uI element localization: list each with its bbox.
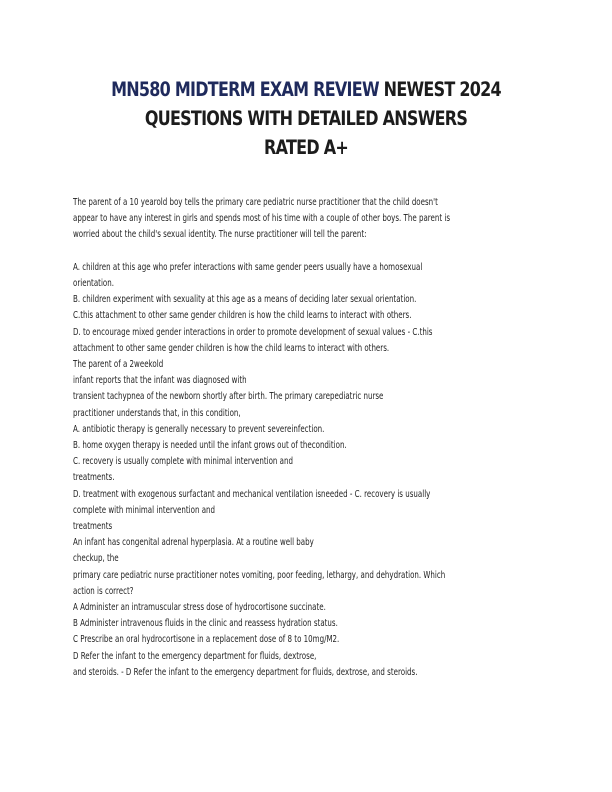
questions-block xyxy=(73,260,540,681)
text-line: A. children at this age who prefer interactions with same gender peers usually have a homosexual xyxy=(73,261,423,273)
text-line: D. treatment with exogenous surfactant and mechanical ventilation isneeded - C. recovery is usually xyxy=(73,488,431,500)
question-stem xyxy=(73,195,540,244)
title-line-1-rest: NEWEST 2024 xyxy=(378,78,501,101)
text-line: attachment to other same gender children is how the child learns to interact with others. xyxy=(73,342,390,354)
title-line-2: QUESTIONS WITH DETAILED ANSWERS xyxy=(144,107,468,130)
text-line: checkup, the xyxy=(73,553,119,565)
title-accent: MN580 MIDTERM EXAM REVIEW xyxy=(111,78,379,101)
text-line: A Administer an intramuscular stress dose of hydrocortisone succinate. xyxy=(73,602,326,614)
text-line: C.this attachment to other same gender children is how the child learns to interact with others. xyxy=(73,310,412,322)
text-line: B. home oxygen therapy is needed until the infant grows out of thecondition. xyxy=(73,440,347,452)
text-line: practitioner understands that, in this condition, xyxy=(73,407,241,419)
text-line: primary care pediatric nurse practitioner notes vomiting, poor feeding, lethargy, and dehydration. Which xyxy=(73,569,446,581)
document-body xyxy=(73,195,540,681)
text-line: appear to have any interest in girls and spends most of his time with a couple of other boys. The parent is xyxy=(73,213,451,225)
text-line: D. to encourage mixed gender interactions in order to promote development of sexual values - C.this xyxy=(73,326,433,338)
title-line-1 xyxy=(88,75,524,104)
text-line: A. antibiotic therapy is generally necessary to prevent severeinfection. xyxy=(73,423,325,435)
text-line: worried about the child's sexual identity. The nurse practitioner will tell the parent: xyxy=(73,229,367,241)
document-title xyxy=(88,75,524,162)
text-line: action is correct? xyxy=(73,585,134,597)
text-line: treatments. xyxy=(73,472,115,484)
text-line: An infant has congenital adrenal hyperplasia. At a routine well baby xyxy=(73,537,314,549)
text-line: D Refer the infant to the emergency department for fluids, dextrose, xyxy=(73,650,317,662)
text-line: treatments xyxy=(73,521,113,533)
text-line: infant reports that the infant was diagnosed with xyxy=(73,375,247,387)
paragraph-gap xyxy=(73,244,540,260)
text-line: The parent of a 2weekold xyxy=(73,359,164,371)
text-line: complete with minimal intervention and xyxy=(73,504,216,516)
text-line: C Prescribe an oral hydrocortisone in a replacement dose of 8 to 10mg/M2. xyxy=(73,634,340,646)
text-line: B Administer intravenous fluids in the clinic and reassess hydration status. xyxy=(73,618,338,630)
text-line: orientation. xyxy=(73,278,114,289)
text-line: transient tachypnea of the newborn shortly after birth. The primary carepediatric nurse xyxy=(73,391,384,403)
text-line: C. recovery is usually complete with minimal intervention and xyxy=(73,456,293,468)
text-line: and steroids. - D Refer the infant to the emergency department for fluids, dextrose, and steroids. xyxy=(73,666,418,678)
text-line: B. children experiment with sexuality at this age as a means of deciding later sexual orientation. xyxy=(73,294,417,306)
text-line: The parent of a 10 yearold boy tells the primary care pediatric nurse practitioner that the child doesn't xyxy=(73,197,438,208)
title-line-3: RATED A+ xyxy=(264,136,348,159)
